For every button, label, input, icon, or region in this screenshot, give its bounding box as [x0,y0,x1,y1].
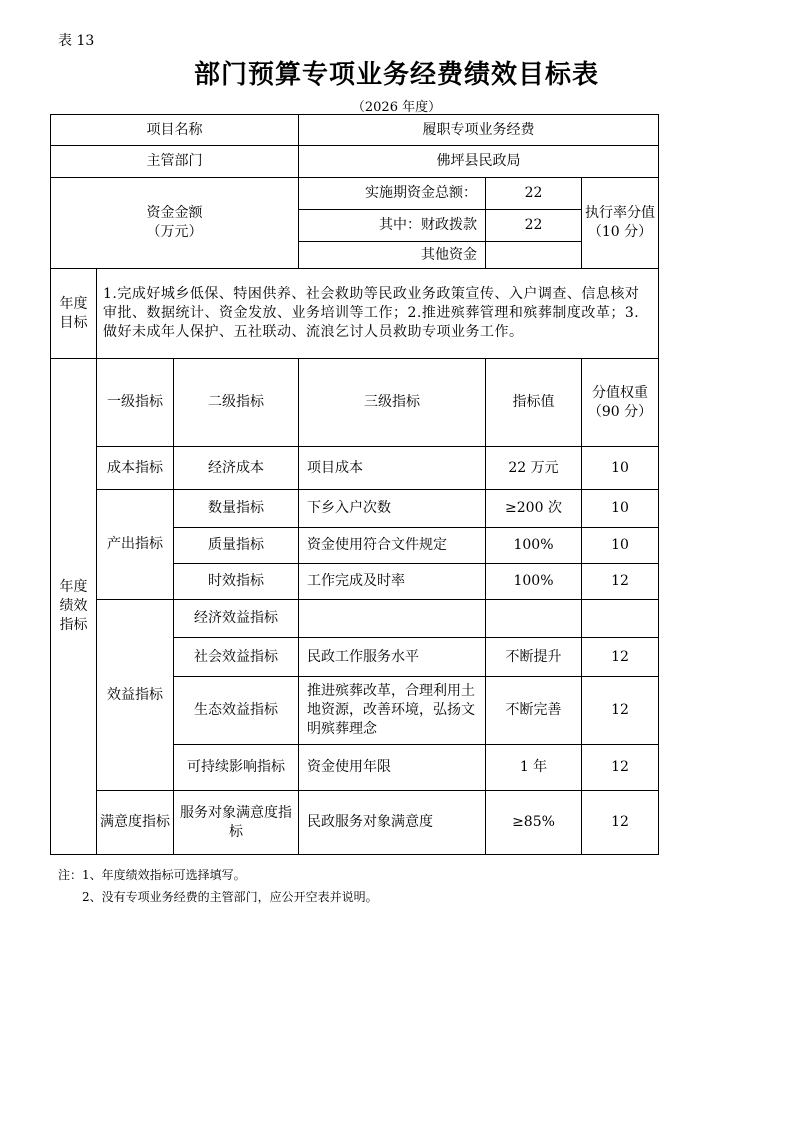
level3-cell: 下乡入户次数 [299,490,486,528]
score-cell: 12 [582,564,659,600]
level3-cell: 工作完成及时率 [299,564,486,600]
level2-cell: 时效指标 [174,564,299,600]
score-cell: 12 [582,638,659,677]
value-cell: 100% [486,564,582,600]
table-row [51,791,659,855]
level2-cell: 可持续影响指标 [174,745,299,791]
level2-cell: 经济效益指标 [174,600,299,638]
performance-target-table [50,114,659,855]
total-funds-label: 实施期资金总额： [299,178,486,210]
indicators-label: 年度绩效指标 [51,359,97,855]
table-row [51,447,659,490]
level2-cell: 服务对象满意度指标 [174,791,299,855]
score-cell: 10 [582,528,659,564]
level3-cell [299,600,486,638]
execution-rate-score: 执行率分值（10 分） [582,178,659,269]
value-cell: ≥85% [486,791,582,855]
score-cell: 10 [582,490,659,528]
value-cell: 100% [486,528,582,564]
value-cell: 1 年 [486,745,582,791]
value-cell: 22 万元 [486,447,582,490]
header-level1: 一级指标 [97,359,174,447]
year-label: （2026 年度） [351,100,442,115]
value-cell: 不断完善 [486,677,582,745]
level2-cell: 经济成本 [174,447,299,490]
level1-cell: 成本指标 [97,447,174,490]
score-cell [582,600,659,638]
level3-cell: 民政工作服务水平 [299,638,486,677]
project-name-label: 项目名称 [51,115,299,146]
header-value: 指标值 [486,359,582,447]
level3-cell: 民政服务对象满意度 [299,791,486,855]
note-2: 2、没有专项业务经费的主管部门，应公开空表并说明。 [82,890,378,904]
annual-goal-label: 年度目标 [51,269,97,359]
annual-goal-text: 1.完成好城乡低保、特困供养、社会救助等民政业务政策宣传、入户调查、信息核对审批、数据统计、资金发放、业务培训等工作；2.推进殡葬管理和殡葬制度改革；3.做好未成年人保护、五社联动、流浪乞讨人员救助专项业务工作。 [97,269,659,359]
level1-cell: 满意度指标 [97,791,174,855]
fiscal-funds-label: 其中：财政拨款 [299,210,486,242]
level2-cell: 社会效益指标 [174,638,299,677]
page-title: 部门预算专项业务经费绩效目标表 [193,60,599,90]
other-funds-label: 其他资金 [299,242,486,269]
level2-cell: 数量指标 [174,490,299,528]
header-score: 分值权重（90 分） [582,359,659,447]
header-level3: 三级指标 [299,359,486,447]
other-funds-value [486,242,582,269]
value-cell [486,600,582,638]
level2-cell: 生态效益指标 [174,677,299,745]
level1-cell: 效益指标 [97,600,174,791]
table-row [51,600,659,638]
funds-label: 资金金额 （万元） [51,178,299,269]
level3-cell: 资金使用符合文件规定 [299,528,486,564]
value-cell: 不断提升 [486,638,582,677]
score-cell: 12 [582,745,659,791]
department-value: 佛坪县民政局 [299,146,659,178]
fiscal-funds-value: 22 [486,210,582,242]
score-cell: 10 [582,447,659,490]
level1-cell: 产出指标 [97,490,174,600]
score-cell: 12 [582,791,659,855]
value-cell: ≥200 次 [486,490,582,528]
note-1: 注：1、年度绩效指标可选择填写。 [58,868,246,882]
footnotes [58,864,378,908]
table-row [51,490,659,528]
score-cell: 12 [582,677,659,745]
table-number: 表 13 [58,33,95,49]
department-label: 主管部门 [51,146,299,178]
level2-cell: 质量指标 [174,528,299,564]
level3-cell: 项目成本 [299,447,486,490]
header-level2: 二级指标 [174,359,299,447]
level3-cell: 推进殡葬改革，合理利用土地资源，改善环境，弘扬文明殡葬理念 [299,677,486,745]
level3-cell: 资金使用年限 [299,745,486,791]
total-funds-value: 22 [486,178,582,210]
project-name-value: 履职专项业务经费 [299,115,659,146]
